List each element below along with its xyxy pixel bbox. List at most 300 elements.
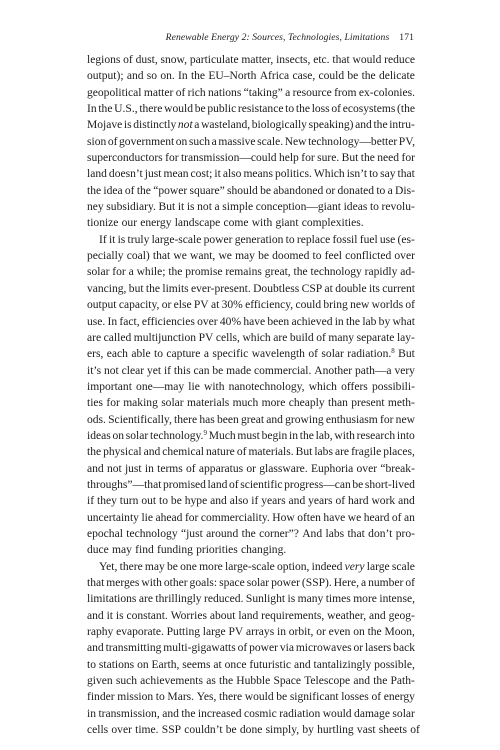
word: once [224, 658, 247, 671]
word: if [87, 495, 95, 508]
word: Doubtless [253, 282, 300, 295]
word: on [112, 429, 125, 442]
word: nations [207, 86, 242, 99]
word: thrillingly [155, 593, 202, 606]
word: (SSP). [301, 577, 332, 589]
word: to [376, 184, 386, 197]
word: have [323, 511, 346, 524]
word: mission [117, 691, 154, 704]
word: large-scale [225, 560, 275, 573]
word: else [173, 299, 192, 312]
word: enthusiasm [325, 413, 378, 426]
word: the [373, 675, 388, 688]
word: public [207, 103, 237, 116]
word: lie [141, 511, 153, 524]
word: 30% [221, 299, 243, 312]
word: to [159, 495, 168, 508]
word: there [139, 103, 163, 116]
word: sheets [378, 724, 407, 737]
text-line [87, 542, 415, 558]
word: be [194, 103, 206, 116]
word: Worries [170, 609, 207, 622]
word: technology.$^9$ [149, 428, 207, 442]
word: at [213, 658, 222, 671]
word: and [210, 495, 227, 508]
text-line [87, 330, 415, 346]
word: we [347, 511, 362, 524]
word: say [380, 168, 396, 181]
word: the [367, 626, 382, 639]
word: donated [337, 184, 375, 197]
word: legions [87, 54, 121, 66]
word: they [96, 495, 117, 508]
word: time. [135, 724, 159, 737]
word: energy [140, 217, 172, 230]
word: present [351, 397, 385, 410]
word: sure. [317, 152, 340, 165]
word: such [188, 135, 211, 148]
paragraph [87, 559, 420, 739]
word: to [285, 233, 295, 246]
word: the [181, 707, 196, 720]
text-line [87, 85, 415, 101]
word: the [136, 184, 151, 197]
text-line [87, 395, 415, 411]
word: matter [143, 86, 174, 99]
word: solar [87, 266, 110, 279]
word: fossil [332, 233, 358, 246]
word: a [285, 86, 291, 99]
word: achieved [291, 315, 333, 328]
word: that [87, 577, 105, 589]
word: in [289, 429, 298, 442]
text-line [87, 134, 415, 150]
text-line [87, 248, 415, 264]
word: even [328, 626, 351, 639]
text-line [87, 281, 415, 297]
word: Path- [390, 675, 415, 688]
word: for [165, 152, 179, 165]
word: must [237, 429, 260, 442]
word: one—may [136, 380, 185, 393]
word: and [126, 70, 144, 83]
word: giant [275, 217, 299, 230]
word: many [328, 331, 355, 344]
word: short-lived [364, 478, 415, 491]
text-line [87, 297, 415, 313]
word: possibili- [371, 380, 415, 393]
text-line [87, 722, 420, 738]
word: significant [289, 691, 339, 704]
word: Hubble [236, 675, 271, 688]
word: large-scale [151, 233, 202, 246]
word: of [308, 348, 318, 361]
word: ahead [155, 511, 183, 524]
word: a [361, 577, 367, 589]
text-line [87, 363, 415, 379]
word: may [144, 560, 165, 573]
word: at [210, 299, 220, 312]
word: may [112, 544, 132, 557]
word: delicate [378, 70, 415, 83]
word: PV [198, 331, 214, 344]
word: very [344, 560, 365, 573]
word: radiation [279, 707, 321, 720]
word: glassware. [259, 462, 308, 475]
word: ney [87, 201, 104, 214]
word: in [144, 462, 154, 475]
word: at [324, 282, 333, 295]
word: much [232, 397, 259, 410]
word: can [193, 364, 210, 377]
word: build [289, 331, 314, 344]
word: specific [212, 348, 249, 361]
word: great [240, 413, 265, 426]
word: which [242, 331, 271, 344]
word: a [211, 135, 217, 148]
word: idea [103, 184, 123, 197]
word: scientific [240, 478, 283, 491]
word: offers [341, 380, 368, 393]
word: possible, [374, 658, 415, 671]
word: begin [261, 429, 288, 442]
word: on. [160, 70, 175, 83]
word: of [236, 446, 247, 459]
word: lasers [365, 642, 392, 655]
word: be [212, 364, 224, 377]
word: there [119, 560, 143, 573]
word: loss [311, 103, 330, 116]
word: technology [310, 266, 362, 279]
word: be [225, 724, 237, 737]
word: lab, [315, 429, 333, 442]
word: cells, [215, 331, 240, 344]
word: solar [321, 348, 344, 361]
word: ideas [87, 429, 111, 442]
word: scale [391, 560, 415, 573]
text-line [87, 591, 415, 607]
word: particulate [189, 54, 239, 66]
text-line [87, 346, 415, 362]
word: its [368, 282, 380, 295]
word: How [272, 511, 295, 524]
text-line [87, 673, 415, 689]
word: large [366, 560, 390, 573]
word: an [403, 511, 415, 524]
word: of [331, 103, 342, 116]
word: be [260, 184, 271, 197]
running-title: Renewable Energy 2: Sources, Technologies, Limitations [165, 32, 390, 43]
word: transmission, [98, 707, 160, 720]
word: increased [197, 707, 242, 720]
word: weather, [327, 609, 367, 622]
word: is [186, 201, 195, 214]
word: snow, [160, 54, 188, 66]
word: “power [153, 184, 188, 197]
body-text [87, 52, 420, 738]
word: power [249, 642, 278, 655]
word: SSP [161, 724, 182, 737]
text-line [87, 477, 415, 493]
word: evaporate. [116, 626, 164, 639]
word: Yet, [99, 560, 118, 573]
word: be [352, 478, 364, 491]
word: reduce [384, 54, 415, 66]
word: need [377, 152, 400, 165]
word: the [373, 119, 388, 132]
word: research [356, 429, 396, 442]
word: means [243, 168, 273, 181]
text-line [87, 510, 415, 526]
word: geopolitical [87, 86, 142, 99]
word: this [173, 364, 191, 377]
word: Which [313, 168, 345, 181]
word: In [87, 103, 97, 116]
word: the [360, 152, 375, 165]
word: has [199, 413, 215, 426]
word: square” [189, 184, 225, 197]
word: ecosystems [342, 103, 396, 116]
word: government [119, 135, 175, 148]
word: progress—can [284, 478, 351, 491]
word: labs [314, 446, 333, 459]
word: EU–North [208, 70, 257, 83]
word: of [237, 642, 248, 655]
word: the [98, 103, 113, 116]
word: for [401, 152, 415, 165]
word: very [394, 364, 415, 377]
word: U.S., [114, 103, 138, 116]
word: sion [87, 135, 107, 148]
word: efficiency, [245, 299, 294, 312]
word: other [163, 577, 188, 589]
word: years [261, 495, 286, 508]
word: intense, [379, 593, 415, 606]
word: for [106, 397, 120, 410]
word: made [226, 364, 252, 377]
word: physical [103, 446, 142, 459]
word: If [99, 233, 107, 246]
word: more [353, 593, 377, 606]
word: of [410, 724, 420, 737]
word: Mars. [167, 691, 195, 704]
word: important [87, 380, 132, 393]
word: Scientifically, [108, 413, 172, 426]
word: commercial. [254, 364, 312, 377]
word: solar [161, 397, 184, 410]
page-number: 171 [399, 32, 414, 43]
word: it [106, 609, 113, 622]
word: be [347, 70, 359, 83]
word: Euphoria [310, 462, 354, 475]
word: for [301, 152, 315, 165]
word: etc. [313, 54, 330, 66]
word: it [177, 201, 185, 214]
word: which [308, 380, 337, 393]
text-line [87, 314, 415, 330]
word: generation [234, 233, 284, 246]
word: remains [225, 266, 262, 279]
text-line [87, 689, 415, 705]
word: tantalizingly [313, 658, 372, 671]
word: ad- [400, 266, 415, 279]
word: distinctly [133, 119, 177, 132]
word: of [186, 462, 196, 475]
word: of [391, 511, 402, 524]
word: we [173, 250, 187, 263]
word: mean [163, 168, 189, 181]
word: of [405, 299, 415, 312]
word: ties [87, 397, 104, 410]
word: of [175, 86, 186, 99]
word: if [163, 364, 171, 377]
word: we [218, 250, 232, 263]
text-line [87, 166, 415, 182]
word: separate [356, 331, 395, 344]
word: double [335, 282, 367, 295]
word: materials [186, 397, 230, 410]
word: multijunction [133, 331, 197, 344]
word: in [87, 707, 96, 720]
word: the [295, 103, 310, 116]
text-line [87, 428, 415, 444]
word: “taking” [243, 86, 283, 99]
word: ers, [87, 348, 104, 361]
word: apparatus [198, 462, 244, 475]
word: and [398, 495, 415, 508]
word: not [104, 364, 119, 377]
word: damage [354, 707, 390, 720]
word: Sunlight [245, 593, 286, 606]
word: and [355, 119, 372, 132]
word: But [295, 446, 313, 459]
word: is [123, 119, 132, 132]
word: achievements [140, 675, 204, 688]
word: PV [193, 299, 209, 312]
word: terms [157, 462, 183, 475]
word: for [380, 413, 394, 426]
word: and [266, 413, 283, 426]
word: a [214, 201, 220, 214]
word: orbit, [288, 626, 314, 639]
word: materials. [248, 446, 294, 459]
word: but [128, 282, 144, 295]
word: for [184, 511, 199, 524]
text-line [87, 215, 415, 231]
word: coal) [126, 250, 150, 263]
word: number [368, 577, 404, 589]
word: promised [162, 478, 206, 491]
word: radiation.$^8$ [347, 347, 395, 361]
word: lab [362, 315, 377, 328]
word: on [175, 135, 188, 148]
word: replace [296, 233, 331, 246]
word: (es- [397, 233, 415, 246]
word: if [251, 495, 259, 508]
word: to [312, 250, 322, 263]
word: microwaves [295, 642, 352, 655]
word: conception—giant [255, 201, 341, 214]
word: epochal [87, 527, 123, 540]
word: efficiencies [141, 315, 195, 328]
word: there [219, 691, 243, 704]
word: could [318, 70, 345, 83]
word: CSP [301, 282, 323, 295]
word: be [258, 250, 270, 263]
word: don’t [368, 527, 393, 540]
word: uncertainty [87, 511, 139, 524]
word: changing. [241, 544, 287, 557]
word: out [141, 495, 157, 508]
text-line [87, 68, 415, 84]
word: funding [156, 544, 193, 557]
word: via [279, 642, 294, 655]
word: in [334, 315, 344, 328]
word: over [356, 462, 378, 475]
word: cost; [190, 168, 213, 181]
text-line [87, 412, 415, 428]
word: Space [273, 675, 302, 688]
word: to [87, 658, 96, 671]
word: are [273, 331, 288, 344]
text-line [87, 150, 415, 166]
word: are [87, 331, 102, 344]
word: been [216, 413, 239, 426]
word: so [146, 70, 158, 83]
word: And [302, 527, 323, 540]
word: making [123, 397, 158, 410]
word: feel [324, 250, 342, 263]
word: may [235, 250, 255, 263]
word: new [350, 299, 370, 312]
word: just [144, 168, 162, 181]
word: “break- [380, 462, 415, 475]
word: or [353, 642, 364, 655]
word: would [164, 103, 193, 116]
word: multi-gigawatts [163, 642, 236, 655]
text-line [87, 444, 415, 460]
word: pro- [395, 527, 415, 540]
word: raphy [87, 626, 114, 639]
word: into [396, 429, 415, 442]
word: Earth, [151, 658, 180, 671]
word: with [141, 577, 162, 589]
word: transmission—could [180, 152, 277, 165]
word: to [369, 201, 379, 214]
word: fuel [359, 233, 378, 246]
text-line [87, 559, 415, 575]
word: growing [285, 413, 324, 426]
word: cells [87, 724, 109, 737]
word: seems [182, 658, 211, 671]
word: hard [348, 495, 369, 508]
word: PV [228, 626, 244, 639]
word: ex-colonies. [358, 86, 415, 99]
word: conflicted [345, 250, 392, 263]
word: and [87, 462, 104, 475]
word: Yes, [196, 691, 217, 704]
word: or [325, 184, 336, 197]
word: solar [125, 429, 149, 442]
word: revolu- [381, 201, 415, 214]
text-line [87, 199, 415, 215]
word: nature [205, 446, 235, 459]
word: the [345, 315, 361, 328]
word: doomed [272, 250, 310, 263]
word: able [131, 348, 151, 361]
word: reduced. [204, 593, 244, 606]
word: it’s [87, 364, 102, 377]
